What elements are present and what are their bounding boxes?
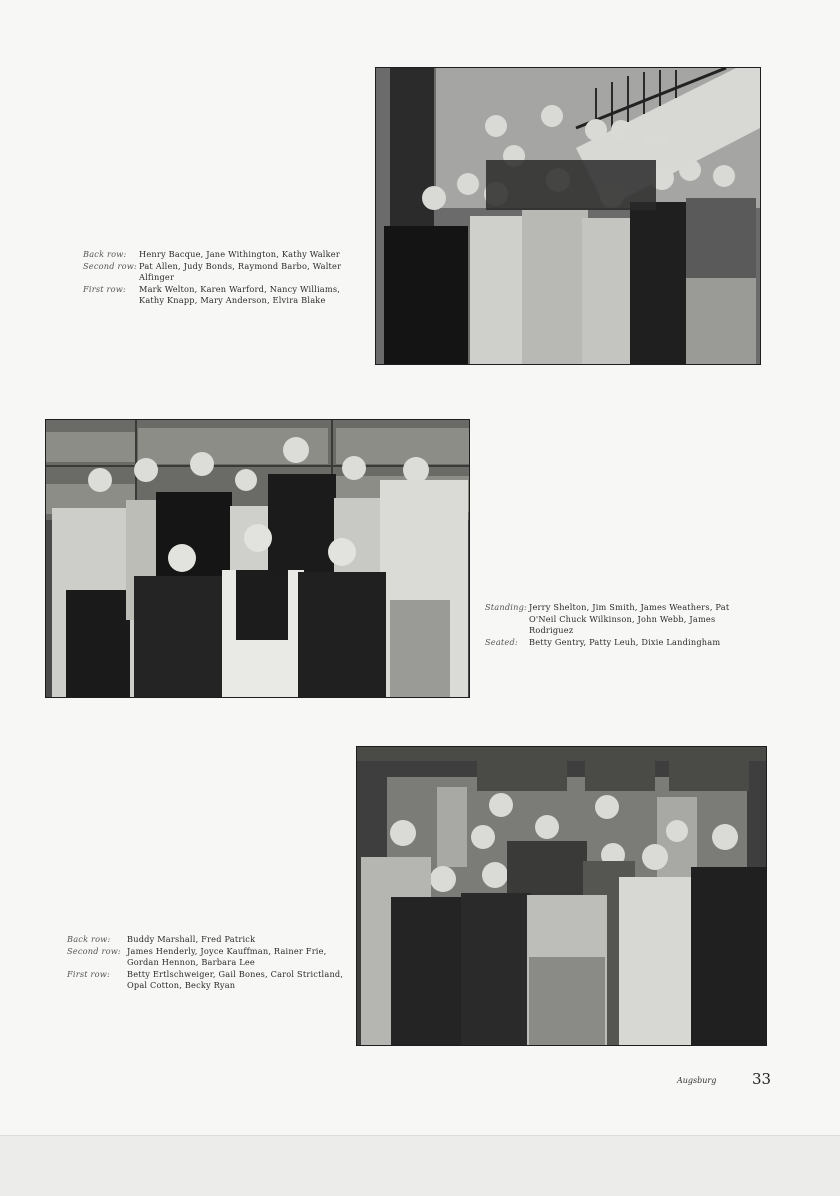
caption-row bbox=[485, 637, 745, 649]
photo-caption-2 bbox=[485, 602, 745, 648]
caption-names: Jerry Shelton, Jim Smith, James Weathers, Pat O'Neil Chuck Wilkinson, John Webb, James Rodriguez bbox=[529, 602, 730, 635]
caption-label: First row: bbox=[83, 283, 126, 294]
caption-label: Second row: bbox=[67, 945, 121, 956]
caption-names: Betty Gentry, Patty Leuh, Dixie Landingham bbox=[529, 636, 721, 647]
page-number: 33 bbox=[752, 1070, 772, 1088]
caption-label: Back row: bbox=[67, 934, 111, 944]
photo-caption-1 bbox=[83, 249, 363, 307]
caption-names: James Henderly, Joyce Kauffman, Rainer Frie, Gordan Hennon, Barbara Lee bbox=[127, 945, 327, 967]
caption-row bbox=[83, 249, 363, 261]
caption-names: Pat Allen, Judy Bonds, Raymond Barbo, Walter Alfinger bbox=[139, 260, 342, 282]
caption-names: Betty Ertlschweiger, Gail Bones, Carol Strictland, Opal Cotton, Becky Ryan bbox=[127, 968, 344, 990]
caption-row bbox=[67, 969, 352, 992]
caption-label: First row: bbox=[67, 968, 110, 979]
page-bottom-edge bbox=[0, 1135, 840, 1196]
caption-names: Buddy Marshall, Fred Patrick bbox=[127, 934, 256, 944]
caption-label: Back row: bbox=[83, 249, 127, 259]
caption-names: Henry Bacque, Jane Withington, Kathy Walker bbox=[139, 249, 340, 259]
caption-row bbox=[83, 261, 363, 284]
group-photo-staircase bbox=[375, 67, 761, 365]
caption-row bbox=[485, 602, 745, 637]
caption-label: Second row: bbox=[83, 260, 137, 271]
caption-row bbox=[67, 946, 352, 969]
group-photo-library bbox=[45, 419, 470, 698]
footer-publication-name: Augsburg bbox=[677, 1076, 717, 1085]
caption-names: Mark Welton, Karen Warford, Nancy Williams, Kathy Knapp, Mary Anderson, Elvira Blake bbox=[139, 283, 341, 305]
caption-label: Seated: bbox=[485, 636, 518, 647]
caption-row bbox=[83, 284, 363, 307]
photo-caption-3 bbox=[67, 934, 352, 992]
group-photo-hallway bbox=[356, 746, 767, 1046]
caption-label: Standing: bbox=[485, 602, 527, 612]
caption-row bbox=[67, 934, 352, 946]
